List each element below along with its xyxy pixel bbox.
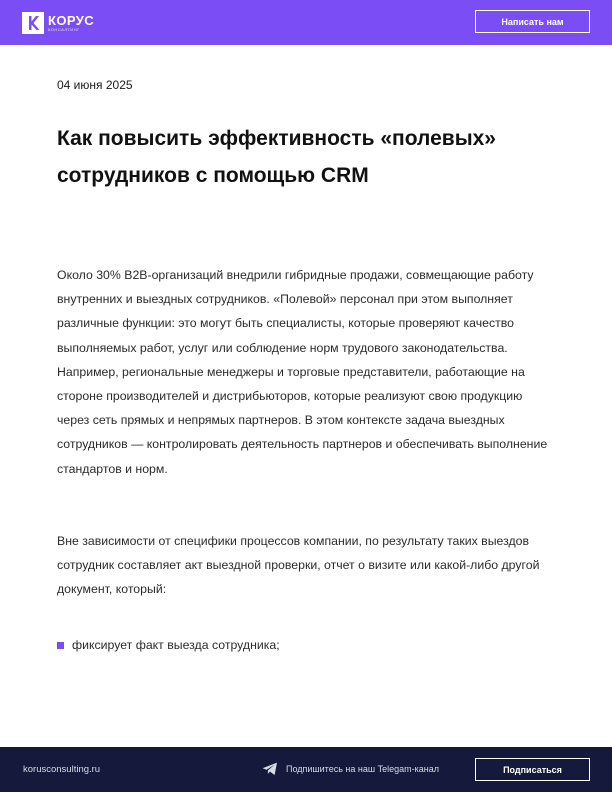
logo-subtitle: КОНСАЛТИНГ bbox=[48, 27, 80, 32]
company-logo[interactable] bbox=[22, 11, 94, 35]
list-item-text: фиксирует факт выезда сотрудника; bbox=[72, 638, 280, 652]
article-paragraph: Вне зависимости от специфики процессов компании, по результату таких выездов сотрудник составляет акт выездной проверки, отчет о визите или какой-либо другой документ, который: bbox=[57, 534, 540, 597]
bullet-square-icon bbox=[57, 642, 64, 649]
telegram-icon bbox=[262, 762, 278, 776]
top-bar bbox=[0, 0, 612, 45]
logo-name: КОРУС bbox=[48, 13, 95, 28]
site-link[interactable]: korusconsulting.ru bbox=[23, 764, 101, 775]
list-item bbox=[57, 638, 280, 652]
korus-logo-icon bbox=[22, 12, 44, 34]
publish-date: 04 июня 2025 bbox=[57, 78, 133, 92]
telegram-text: Подпишитесь на наш Telegam-канал bbox=[286, 764, 439, 774]
footer-bar bbox=[0, 747, 612, 792]
telegram-promo[interactable] bbox=[262, 762, 439, 776]
subscribe-button[interactable]: Подписаться bbox=[475, 758, 590, 781]
article-title: Как повысить эффективность «полевых» сотрудников с помощью CRM bbox=[57, 127, 496, 187]
article-paragraph: Около 30% B2B-организаций внедрили гибридные продажи, совмещающие работу внутренних и выездных сотрудников. «Полевой» персонал при этом выполняет различные функции: это могут быть специалисты, которые проверяют качество выполняемых работ, услуг или соблюдение норм трудового законодательства. Например, региональные менеджеры и торговые представители, работающие на стороне производителей и дистрибьюторов, которые реализуют свою продукцию через сеть прямых и непрямых партнеров. В этом контексте задача выездных сотрудников — контролировать деятельность партнеров и обеспечивать выполнение стандартов и норм. bbox=[57, 268, 548, 476]
contact-us-button[interactable]: Написать нам bbox=[475, 10, 590, 33]
